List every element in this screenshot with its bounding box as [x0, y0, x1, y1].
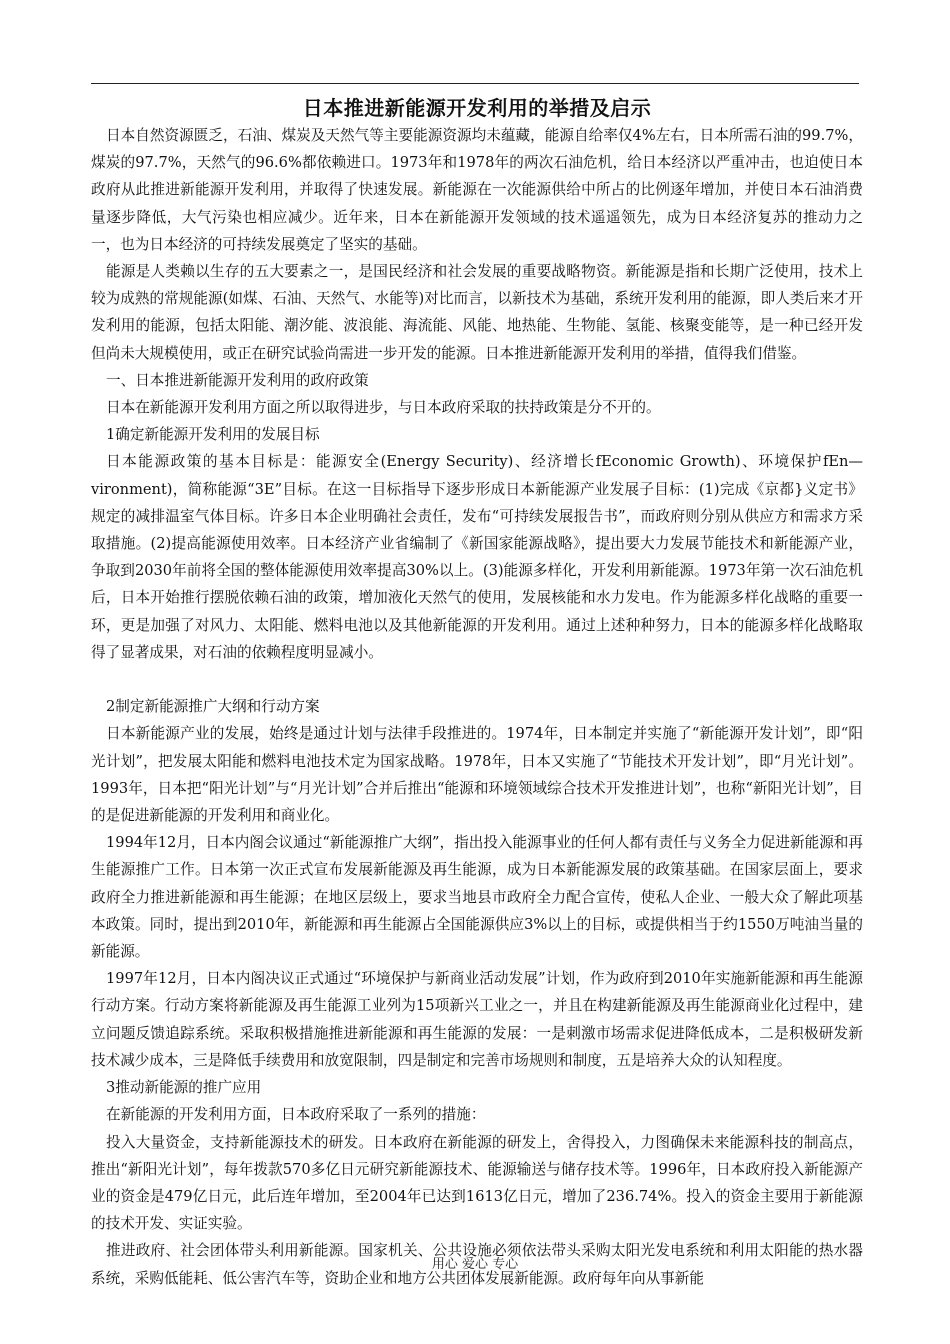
subsection-heading-3: 3推动新能源的推广应用 — [106, 1079, 262, 1097]
document-body — [91, 94, 863, 1292]
subsection-heading-1: 1确定新能源开发利用的发展目标 — [106, 426, 320, 444]
paragraph-section1-intro: 日本在新能源开发利用方面之所以取得进步，与日本政府采取的扶持政策是分不开的。 — [106, 399, 661, 417]
paragraph-1994: 1994年12月，日本内阁会议通过“新能源推广大纲”，指出投入能源事业的任何人都有责任与义务全力促进新能源和再生能源推广工作。日本第一次正式宣布发展新能源及再生能源，成为日本新能源发展的政策基础。在国家层面上，要求政府全力推进新能源和再生能源；在地区层级上，要求当地县市政府全力配合宣传，使私人企业、一般大众了解此项基本政策。同时，提出到2010年，新能源和再生能源占全国能源供应3%以上的目标，或提供相当于约1550万吨油当量的新能源。 — [91, 834, 863, 961]
header-rule — [91, 83, 859, 84]
blank-line — [91, 666, 863, 693]
page-footer: 用心 爱心 专心 — [431, 1257, 519, 1272]
paragraph-definition: 能源是人类赖以生存的五大要素之一，是国民经济和社会发展的重要战略物资。新能源是指和长期广泛使用，技术上较为成熟的常规能源(如煤、石油、天然气、水能等)对比而言，以新技术为基础，系统开发利用的能源，即人类后来才开发利用的能源，包括太阳能、潮汐能、波浪能、海流能、风能、地热能、生物能、氢能、核聚变能等，是一种已经开发但尚未大规模使用，或正在研究试验尚需进一步开发的能源。日本推进新能源开发利用的举措，值得我们借鉴。 — [91, 263, 863, 362]
section-heading-1: 一、日本推进新能源开发利用的政府政策 — [106, 371, 369, 389]
paragraph-plans: 日本新能源产业的发展，始终是通过计划与法律手段推进的。1974年，日本制定并实施了“新能源开发计划”，即“阳光计划”，把发展太阳能和燃料电池技术定为国家战略。1978年，日本又实施了“节能技术开发计划”，即“月光计划”。1993年，日本把“阳光计划”与“月光计划”合并后推出“能源和环境领域综合技术开发推进计划”，也称“新阳光计划”，目的是促进新能源的开发利用和商业化。 — [91, 725, 863, 825]
subsection-heading-2: 2制定新能源推广大纲和行动方案 — [106, 698, 320, 716]
document-title: 日本推进新能源开发利用的举措及启示 — [302, 96, 652, 120]
paragraph-intro: 日本自然资源匮乏，石油、煤炭及天然气等主要能源资源均未蕴藏，能源自给率仅4%左右，日本所需石油的99.7%，煤炭的97.7%，天然气的96.6%都依赖进口。1973年和1978年的两次石油危机，给日本经济以严重冲击，也迫使日本政府从此推进新能源开发利用，并取得了快速发展。新能源在一次能源供给中所占的比例逐年增加，并使日本石油消费量逐步降低，大气污染也相应减少。近年来，日本在新能源开发领域的技术遥遥领先，成为日本经济复苏的推动力之一，也为日本经济的可持续发展奠定了坚实的基础。 — [91, 127, 863, 253]
paragraph-government-lead: 推进政府、社会团体带头利用新能源。国家机关、公共设施必须依法带头采购太阳光发电系统和利用太阳能的热水器系统，采购低能耗、低公害汽车等，资助企业和地方公共团体发展新能源。政府每年向从事新能 — [91, 1242, 863, 1287]
paragraph-3e-goals: 日本能源政策的基本目标是：能源安全(Energy Security)、经济增长fEconomic Growth)、环境保护fEn— vironment)，简称能源“3E”目标。在这一目标指导下逐步形成日本新能源产业发展子目标：(1)完成《京都}义定书》规定的减排温室气体目标。许多日本企业明确社会责任，发布“可持续发展报告书”，而政府则分别从供应方和需求方采取措施。(2)提高能源使用效率。日本经济产业省编制了《新国家能源战略》，提出要大力发展节能技术和新能源产业，争取到2030年前将全国的整体能源使用效率提高30%以上。(3)能源多样化，开发利用新能源。1973年第一次石油危机后，日本开始推行摆脱依赖石油的政策，增加液化天然气的使用，发展核能和水力发电。作为能源多样化战略的重要一环，更是加强了对风力、太阳能、燃料电池以及其他新能源的开发利用。通过上述种种努力，日本的能源多样化战略取得了显著成果，对石油的依赖程度明显减小。 — [91, 453, 863, 661]
paragraph-investment: 投入大量资金，支持新能源技术的研发。日本政府在新能源的研发上，舍得投入，力图确保未来能源科技的制高点，推出“新阳光计划”，每年拨款570多亿日元研究新能源技术、能源输送与储存技术等。1996年，日本政府投入新能源产业的资金是479亿日元，此后连年增加，至2004年已达到1613亿日元，增加了236.74%。投入的资金主要用于新能源的技术开发、实证实验。 — [91, 1133, 863, 1233]
paragraph-1997: 1997年12月，日本内阁决议正式通过“环境保护与新商业活动发展”计划，作为政府到2010年实施新能源和再生能源行动方案。行动方案将新能源及再生能源工业列为15项新兴工业之一，并且在构建新能源及再生能源商业化过程中，建立问题反馈追踪系统。采取积极措施推进新能源和再生能源的发展：一是刺激市场需求促进降低成本，二是积极研发新技术减少成本，三是降低手续费用和放宽限制，四是制定和完善市场规则和制度，五是培养大众的认知程度。 — [91, 970, 863, 1069]
paragraph-measures-intro: 在新能源的开发利用方面，日本政府采取了一系列的措施： — [106, 1106, 486, 1124]
